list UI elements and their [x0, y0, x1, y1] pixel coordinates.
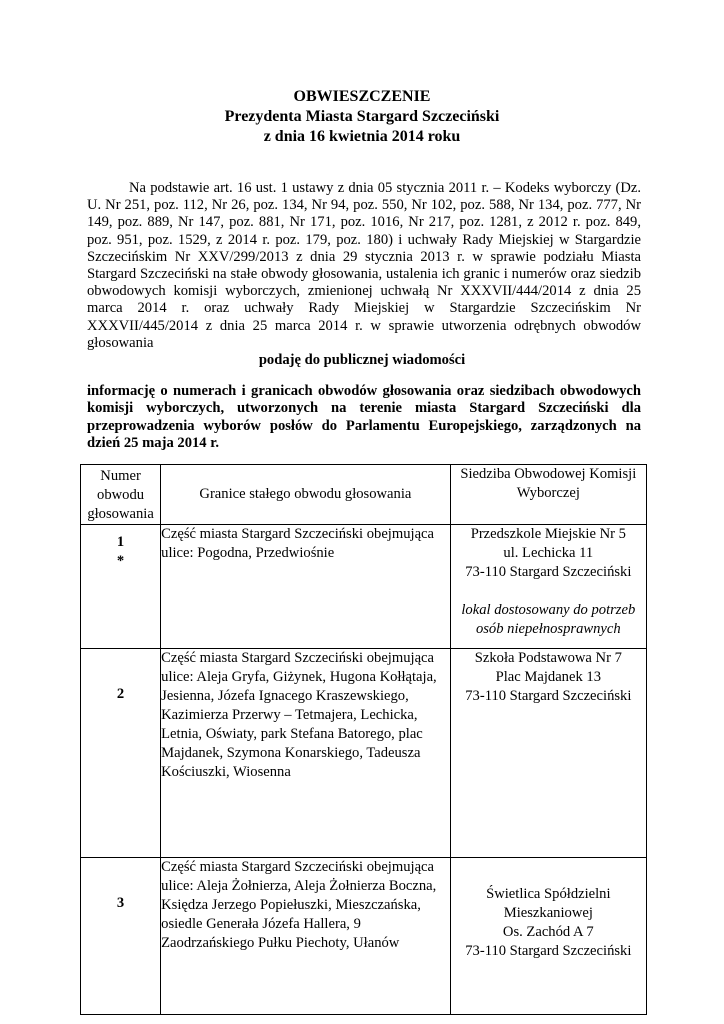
- seat-line: 73-110 Stargard Szczeciński: [465, 564, 632, 580]
- legal-basis-paragraph: Na podstawie art. 16 ust. 1 ustawy z dnia 05 stycznia 2011 r. – Kodeks wyborczy (Dz. U. Nr 251, poz. 112, Nr 26, poz. 134, Nr 94, poz. 550, Nr 102, poz. 588, Nr 134, poz. 777, Nr 149, poz. 889, Nr 147, poz. 881, Nr 171, poz. 1016, Nr 217, poz. 1281, z 2012 r. poz. 849, poz. 951, poz. 1529, z 2014 r. poz. 179, poz. 180) i uchwały Rady Miejskiej w Stargardzie Szczecińskim Nr XXV/299/2013 z dnia 29 stycznia 2013 r. w sprawie podziału Miasta Stargard Szczeciński na stałe obwody głosowania, ustalenia ich granic i numerów oraz siedzib obwodowych komisji wyborczych, zmienionej uchwałą Nr XXXVII/444/2014 z dnia 25 marca 2014 r. oraz uchwały Rady Miejskiej w Stargardzie Szczecińskim Nr XXXVII/445/2014 z dnia 25 marca 2014 r. w sprawie utworzenia odrębnych obwodów głosowania: [87, 180, 641, 351]
- seat-line: Os. Zachód A 7: [502, 924, 594, 940]
- document-title: OBWIESZCZENIE: [293, 88, 431, 105]
- seat-line: Plac Majdanek 13: [495, 669, 601, 685]
- commission-seat: [450, 525, 646, 649]
- document-subtitle: Prezydenta Miasta Stargard Szczeciński: [224, 108, 500, 125]
- seat-line: ul. Lechicka 11: [503, 545, 594, 561]
- voting-districts-table: [80, 464, 647, 1015]
- document-date: z dnia 16 kwietnia 2014 roku: [263, 128, 461, 145]
- seat-line: Szkoła Podstawowa Nr 7: [474, 650, 622, 666]
- header-number-line: Numer: [100, 468, 141, 484]
- header-number-line: obwodu: [97, 487, 145, 503]
- district-boundaries: Część miasta Stargard Szczeciński obejmująca ulice: Pogodna, Przedwiośnie: [161, 525, 451, 649]
- commission-seat: [450, 649, 646, 858]
- header-seat: [450, 465, 646, 525]
- district-number-cell: [81, 525, 161, 649]
- seat-line: Świetlica Spółdzielni: [486, 886, 611, 902]
- seat-line: 73-110 Stargard Szczeciński: [465, 943, 632, 959]
- accessibility-note: osób niepełnosprawnych: [475, 621, 621, 637]
- seat-line: 73-110 Stargard Szczeciński: [465, 688, 632, 704]
- table-row: [81, 649, 647, 858]
- commission-seat: [450, 858, 646, 1015]
- header-seat-line: Siedziba Obwodowej Komisji: [460, 466, 637, 482]
- information-paragraph: informację o numerach i granicach obwodów głosowania oraz siedzibach obwodowych komisji wyborczych, utworzonych na terenie miasta Stargard Szczeciński dla przeprowadzenia wyborów posłów do Parlamentu Europejskiego, zarządzonych na dzień 25 maja 2014 r.: [87, 383, 641, 452]
- district-number: 1: [116, 534, 125, 550]
- table-row: [81, 858, 647, 1015]
- accessibility-mark: *: [116, 553, 125, 569]
- header-boundaries: Granice stałego obwodu głosowania: [161, 465, 451, 525]
- district-number: 3: [116, 895, 125, 911]
- seat-line: Mieszkaniowej: [503, 905, 593, 921]
- table-row: [81, 525, 647, 649]
- announcement-line: podaję do publicznej wiadomości: [258, 352, 466, 368]
- header-number: [81, 465, 161, 525]
- district-number-cell: [81, 858, 161, 1015]
- seat-line: Przedszkole Miejskie Nr 5: [470, 526, 626, 542]
- district-number-cell: [81, 649, 161, 858]
- district-boundaries: Część miasta Stargard Szczeciński obejmująca ulice: Aleja Gryfa, Giżynek, Hugona Kołłątaja, Jesienna, Józefa Ignacego Kraszewskiego, Kazimierza Przerwy – Tetmajera, Lechicka, Letnia, Oświaty, park Stefana Batorego, plac Majdanek, Szymona Konarskiego, Tadeusza Kościuszki, Wiosenna: [161, 649, 451, 858]
- header-number-line: głosowania: [87, 506, 154, 522]
- table-header-row: [81, 465, 647, 525]
- district-number: 2: [116, 686, 125, 702]
- header-seat-line: Wyborczej: [516, 485, 580, 501]
- district-boundaries: Część miasta Stargard Szczeciński obejmująca ulice: Aleja Żołnierza, Aleja Żołnierza Boczna, Księdza Jerzego Popiełuszki, Mieszczańska, osiedle Generała Józefa Hallera, 9 Zaodrzańskiego Pułku Piechoty, Ułanów: [161, 858, 451, 1015]
- accessibility-note: lokal dostosowany do potrzeb: [461, 602, 636, 618]
